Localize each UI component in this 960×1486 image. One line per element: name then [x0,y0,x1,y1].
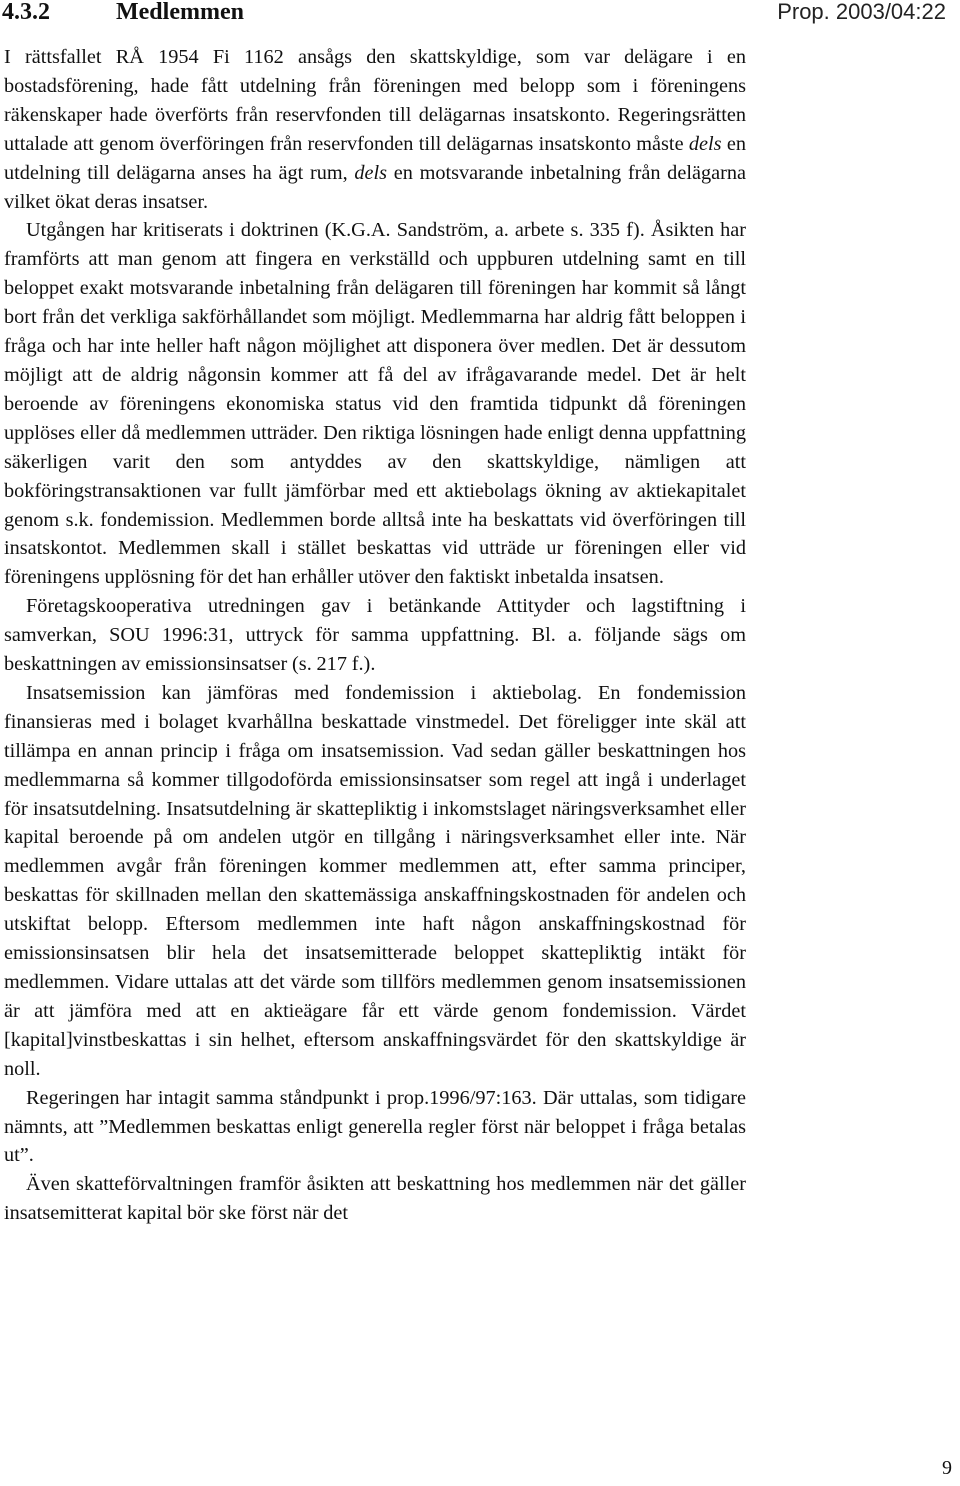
paragraph-3: Företagskooperativa utredningen gav i betänkande Attityder och lagstiftning i samverkan, SOU 1996:31, uttryck för samma uppfattning. Bl. a. följande sägs om beskattningen av emissionsinsatser (s. 217 f.). [4,595,746,676]
body-text [4,43,746,1228]
section-title: Medlemmen [116,0,244,25]
emphasis-dels-1: dels [688,132,722,155]
emphasis-dels-2: dels [354,161,388,184]
paragraph-2: Utgången har kritiserats i doktrinen (K.G.A. Sandström, a. arbete s. 335 f). Åsikten har framförts att man genom att fingera en verkställd och uppburen utdelning samt en till beloppet exakt motsvarande inbetalning från delägaren till föreningen har kommit så långt bort från det verkliga sakförhållandet som möjligt. Medlemmarna har aldrig fått beloppen i fråga och har inte heller haft någon möjlighet att disponera över medlen. Det är dessutom möjligt att de aldrig någonsin kommer att få del av ifrågavarande medel. Det är helt beroende av föreningens ekonomiska status vid den framtida tidpunkt då föreningen upplöses eller då medlemmen utträder. Den riktiga lösningen hade enligt denna uppfattning säkerligen varit den som antyddes av den skattskyldige, nämligen att bokföringstransaktionen var fullt jämförbar med ett aktiebolags ökning av aktiekapitalet genom s.k. fondemission. Medlemmen borde alltså inte ha beskattats vid överföringen till insatskontot. Medlemmen skall i stället beskattas vid utträde ur föreningen eller vid föreningens upplösning för det han erhåller utöver den faktiskt inbetalda insatsen. [4,219,746,589]
paragraph-1-text-a: I rättsfallet RÅ 1954 Fi 1162 ansågs den skattskyldige, som var delägare i en bostadsförening, hade fått utdelning från föreningen med belopp som i föreningens räkenskaper hade överförts från reservfonden till delägarnas insatskonto. Regeringsrätten uttalade att genom överföringen från reservfonden till delägarnas insatskonto måste [4,46,746,155]
section-heading [2,0,244,26]
page-number: 9 [942,1457,952,1479]
section-number: 4.3.2 [2,0,50,25]
paragraph-5: Regeringen har intagit samma ståndpunkt i prop.1996/97:163. Där uttalas, som tidigare nämnts, att ”Medlemmen beskattas enligt generella regler först när beloppet i fråga betalas ut”. [4,1086,746,1167]
paragraph-6: Även skatteförvaltningen framför åsikten att beskattning hos medlemmen när det gäller insatsemitterat kapital bör ske först när det [4,1173,746,1225]
paragraph-1-text-c: en motsvarande inbetalning från delägarna vilket ökat deras insatser. [4,161,746,213]
proposition-reference: Prop. 2003/04:22 [777,0,946,24]
paragraph-4-quotation: Insatsemission kan jämföras med fondemission i aktiebolag. En fondemission finansieras med i bolaget kvarhållna beskattade vinstmedel. Det föreligger inte skäl att tillämpa en annan princip i fråga om insatsemission. Vad sedan gäller beskattningen hos medlemmarna så kommer tillgodoförda emissionsinsatser som regel att ingå i underlaget för insatsutdelning. Insatsutdelning är skattepliktig i inkomstslaget näringsverksamhet eller kapital beroende på om andelen utgör en tillgång i näringsverksamhet eller inte. När medlemmen avgår från föreningen kommer medlemmen att, efter samma principer, beskattas för skillnaden mellan den skattemässiga anskaffningskostnaden för andelen och utskiftat belopp. Eftersom medlemmen inte haft någon anskaffningskostnad för emissionsinsatsen blir hela det insatsemitterade beloppet skattepliktig intäkt för medlemmen. Vidare uttalas att det värde som tillförs medlemmen genom insatsemissionen är att jämföra med att en aktieägare får ett värde genom fondemission. Värdet [kapital]vinstbeskattas i sin helhet, eftersom anskaffningsvärdet för den skattskyldige är noll. [4,681,746,1080]
paragraph-1-text-b: en utdelning till delägarna anses ha ägt rum, [4,132,746,184]
paragraph-1 [4,43,746,216]
